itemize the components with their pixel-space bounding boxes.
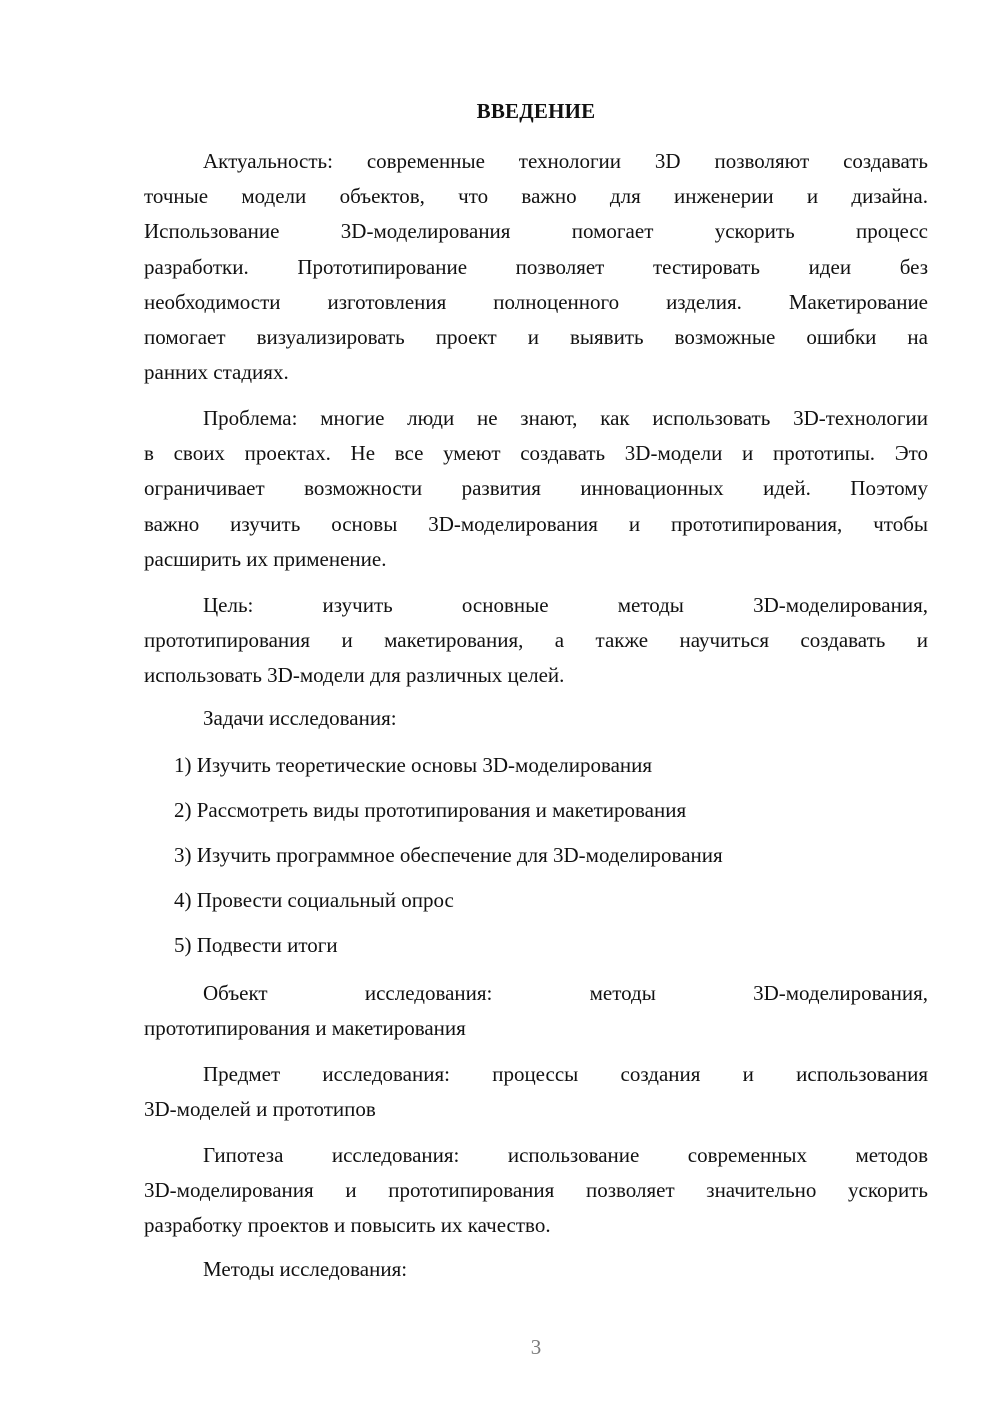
paragraph-subject xyxy=(144,1057,928,1127)
task-item: 5) Подвести итоги xyxy=(174,933,338,957)
text-line: прототипирования и макетирования xyxy=(144,1016,466,1041)
text-line: разработку проектов и повысить их качество. xyxy=(144,1213,551,1238)
text-line: в своих проектах. Не все умеют создавать 3D-модели и прототипы. Это xyxy=(144,441,928,466)
text-line: необходимости изготовления полноценного изделия. Макетирование xyxy=(144,289,928,314)
text-line: 3D-моделирования и прототипирования позволяет значительно ускорить xyxy=(144,1178,928,1203)
text-line: ранних стадиях. xyxy=(144,360,289,385)
text-line: Объект исследования: методы 3D-моделирования, xyxy=(203,981,928,1005)
text-line: расширить их применение. xyxy=(144,546,387,571)
text-line: важно изучить основы 3D-моделирования и прототипирования, чтобы xyxy=(144,511,928,536)
task-item: 2) Рассмотреть виды прототипирования и макетирования xyxy=(174,798,687,822)
paragraph-goal xyxy=(144,588,928,694)
paragraph-object xyxy=(144,976,928,1046)
text-line: 3D-моделей и прототипов xyxy=(144,1097,376,1122)
text-line: Актуальность: современные технологии 3D позволяют создавать xyxy=(203,149,928,173)
text-line: ограничивает возможности развития инновационных идей. Поэтому xyxy=(144,476,928,501)
text-line: прототипирования и макетирования, а также научиться создавать и xyxy=(144,628,928,653)
text-line: точные модели объектов, что важно для инженерии и дизайна. xyxy=(144,184,928,209)
text-line: разработки. Прототипирование позволяет тестировать идеи без xyxy=(144,254,928,279)
methods-heading: Методы исследования: xyxy=(203,1257,408,1281)
paragraph-hypothesis xyxy=(144,1138,928,1244)
task-item: 4) Провести социальный опрос xyxy=(174,888,454,912)
task-item: 3) Изучить программное обеспечение для 3D-моделирования xyxy=(174,843,723,867)
paragraph-problem xyxy=(144,401,928,577)
text-line: Цель: изучить основные методы 3D-моделирования, xyxy=(203,593,928,617)
paragraph-relevance xyxy=(144,144,928,390)
task-item: 1) Изучить теоретические основы 3D-моделирования xyxy=(174,753,653,777)
text-line: Гипотеза исследования: использование современных методов xyxy=(203,1143,928,1167)
page-number: 3 xyxy=(530,1335,542,1359)
text-line: Проблема: многие люди не знают, как использовать 3D-технологии xyxy=(203,406,928,430)
tasks-heading: Задачи исследования: xyxy=(203,706,397,730)
text-line: использовать 3D-модели для различных целей. xyxy=(144,663,565,688)
text-line: Предмет исследования: процессы создания и использования xyxy=(203,1062,928,1086)
page-title: ВВЕДЕНИЕ xyxy=(476,99,596,123)
text-line: Использование 3D-моделирования помогает ускорить процесс xyxy=(144,219,928,244)
text-line: помогает визуализировать проект и выявить возможные ошибки на xyxy=(144,325,928,350)
